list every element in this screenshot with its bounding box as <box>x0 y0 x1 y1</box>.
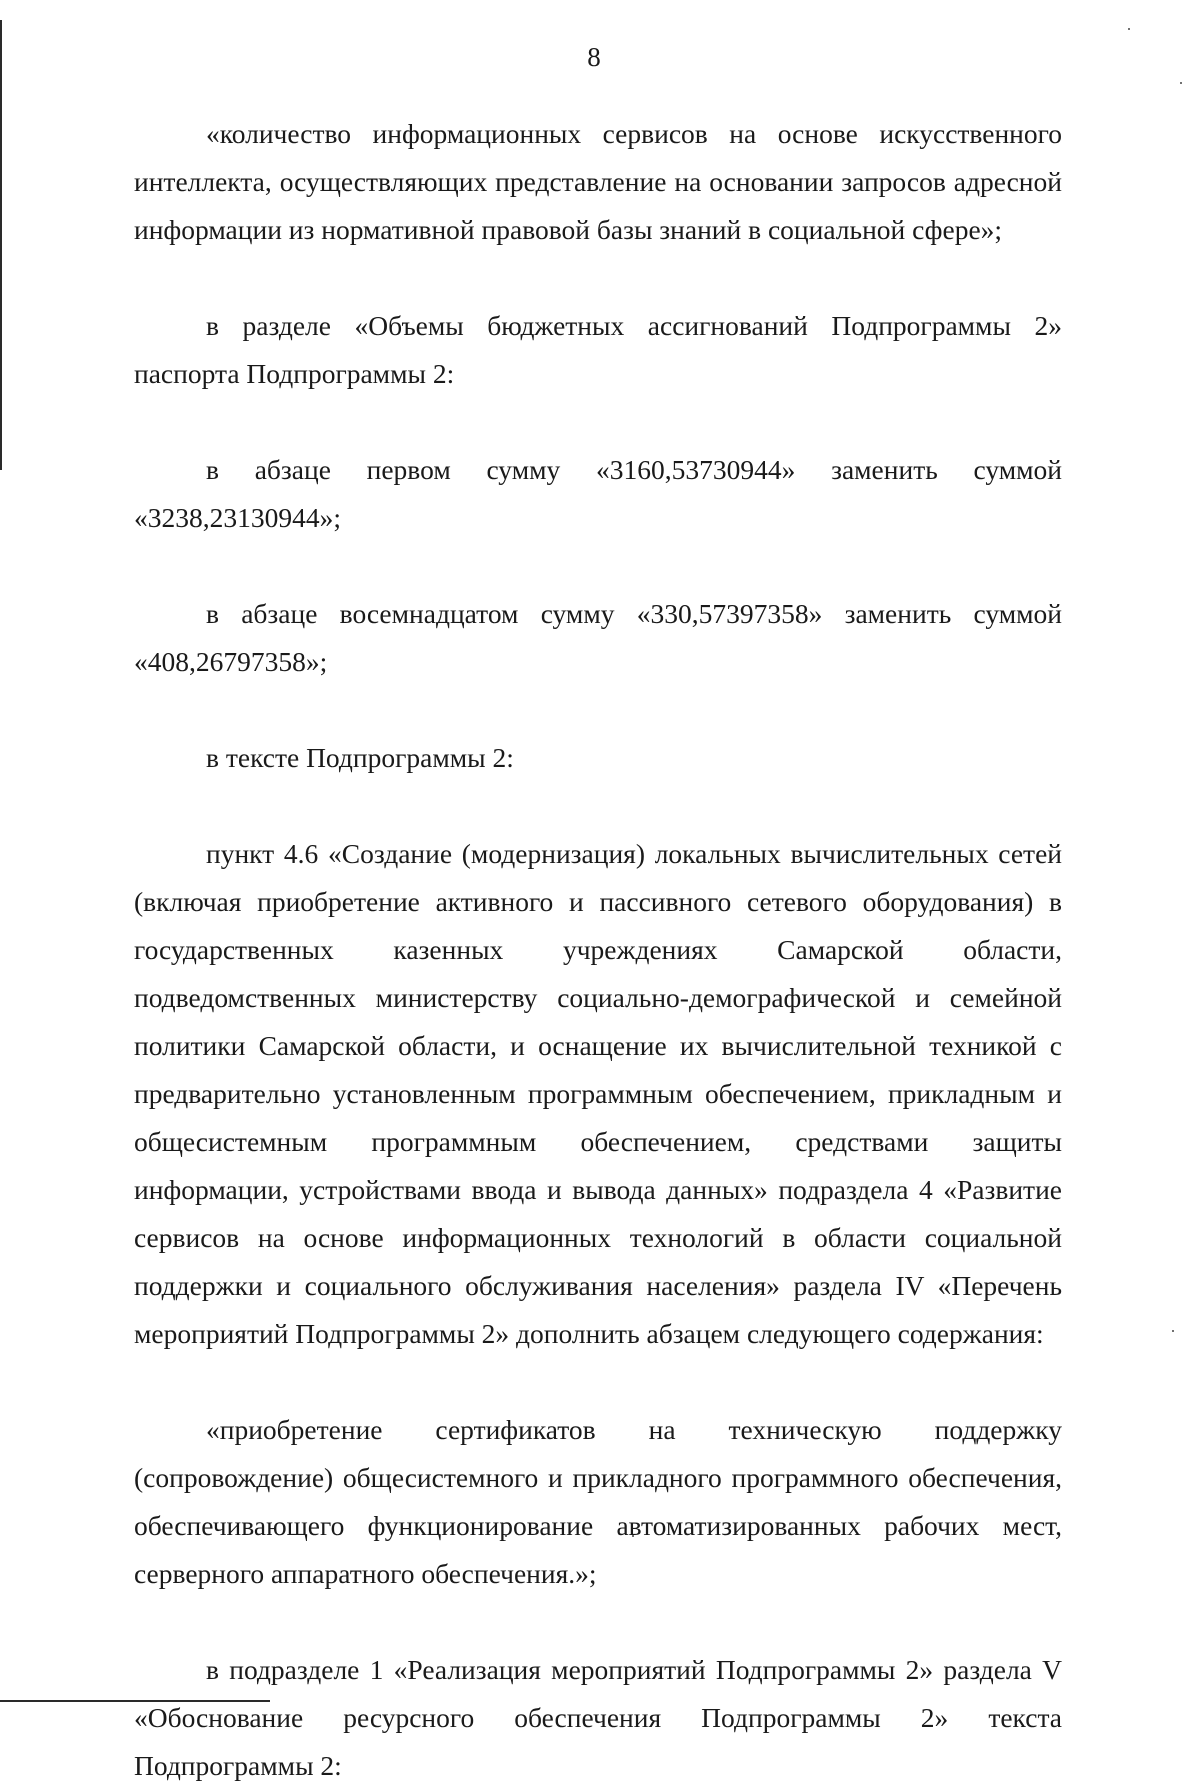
scan-speck <box>1172 1330 1174 1332</box>
scan-speck <box>1180 82 1182 84</box>
paragraph-ai-services-indicator: «количество информационных сервисов на основе искусственного интеллекта, осуществляющих представление на основании запросов адресной информации из нормативной правовой базы знаний в социальной сфере»; <box>134 118 1062 245</box>
scan-speck <box>1128 28 1130 30</box>
paragraph-subprogram-text: в тексте Подпрограммы 2: <box>206 742 514 773</box>
paragraph-first-abzac-sum: в абзаце первом сумму «3160,53730944» заменить суммой «3238,23130944»; <box>134 454 1062 533</box>
paragraph-subsection-1: в подразделе 1 «Реализация мероприятий Подпрограммы 2» раздела V «Обоснование ресурсного обеспечения Подпрограммы 2» текста Подпрограммы 2: <box>134 1654 1062 1781</box>
paragraph-item-4-6: пункт 4.6 «Создание (модернизация) локальных вычислительных сетей (включая приобретение активного и пассивного сетевого оборудования) в государственных казенных учреждениях Самарской области, подведомственных министерству социально-демографической и семейной политики Самарской области, и оснащение их вычислительной техникой с предварительно установленным программным обеспечением, прикладным и общесистемным программным обеспечением, средствами защиты информации, устройствами ввода и вывода данных» подраздела 4 «Развитие сервисов на основе информационных технологий в области социальной поддержки и социального обслуживания населения» раздела IV «Перечень мероприятий Подпрограммы 2» дополнить абзацем следующего содержания: <box>134 838 1062 1349</box>
paragraph-certificates-purchase: «приобретение сертификатов на техническую поддержку (сопровождение) общесистемного и прикладного программного обеспечения, обеспечивающего функционирование автоматизированных рабочих мест, серверного аппаратного обеспечения.»; <box>134 1414 1062 1589</box>
document-body <box>134 110 1062 1790</box>
paragraph-budget-section: в разделе «Объемы бюджетных ассигнований Подпрограммы 2» паспорта Подпрограммы 2: <box>134 310 1062 389</box>
paragraph-eighteenth-abzac-sum: в абзаце восемнадцатом сумму «330,57397358» заменить суммой «408,26797358»; <box>134 598 1062 677</box>
scan-left-edge-line <box>0 20 2 470</box>
page-number: 8 <box>587 42 601 72</box>
